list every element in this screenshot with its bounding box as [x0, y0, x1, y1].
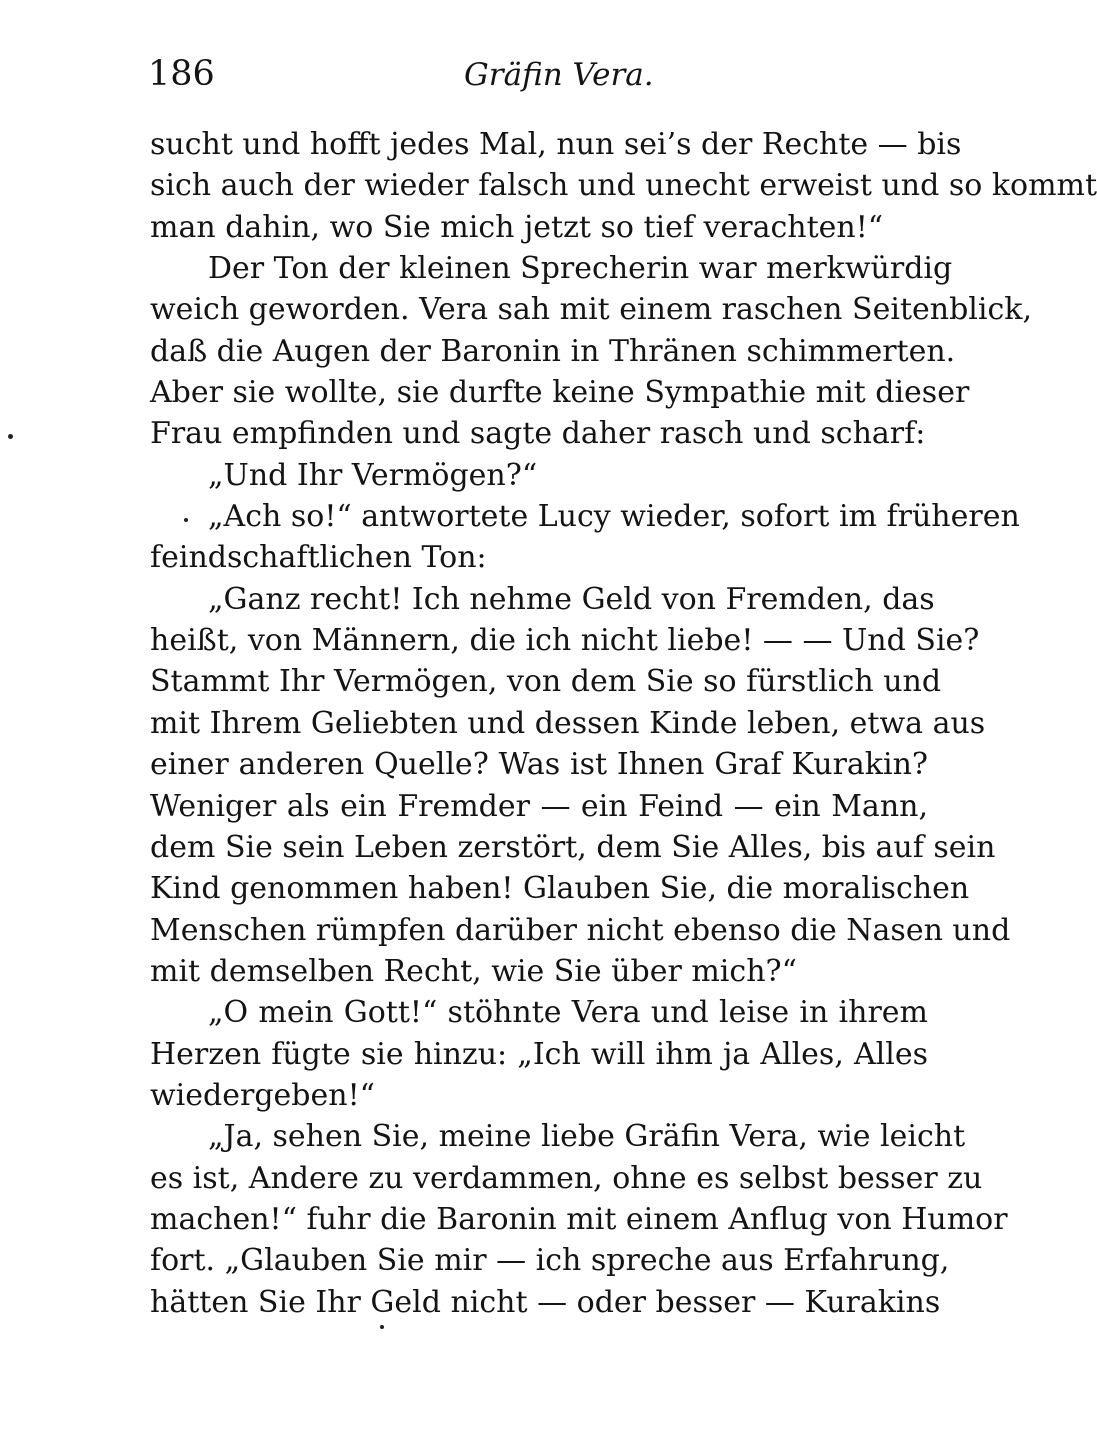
text-line: Kind genommen haben! Glauben Sie, die moralischen — [150, 871, 970, 907]
text-line: Der Ton der kleinen Sprecherin war merkwürdig — [208, 251, 953, 287]
text-line: Stammt Ihr Vermögen, von dem Sie so fürstlich und — [150, 664, 942, 700]
text-line: daß die Augen der Baronin in Thränen schimmerten. — [150, 333, 956, 369]
text-line: „O mein Gott!“ stöhnte Vera und leise in ihrem — [208, 995, 928, 1031]
text-line: einer anderen Quelle? Was ist Ihnen Graf Kurakin? — [150, 747, 928, 783]
text-line: man dahin, wo Sie mich jetzt so tief verachten!“ — [150, 209, 884, 245]
running-head — [148, 50, 930, 98]
text-line: weich geworden. Vera sah mit einem raschen Seitenblick, — [150, 292, 1032, 328]
text-line: „Ja, sehen Sie, meine liebe Gräfin Vera, wie leicht — [208, 1119, 966, 1155]
text-line: Herzen fügte sie hinzu: „Ich will ihm ja Alles, Alles — [150, 1036, 928, 1072]
text-line: Aber sie wollte, sie durfte keine Sympathie mit dieser — [150, 375, 970, 411]
running-title: Gräfin Vera. — [464, 57, 654, 93]
text-line: Menschen rümpfen darüber nicht ebenso die Nasen und — [150, 912, 1011, 948]
text-line: „Ganz recht! Ich nehme Geld von Fremden, das — [208, 581, 935, 617]
text-line: mit Ihrem Geliebten und dessen Kinde leben, etwa aus — [150, 705, 986, 741]
text-line: es ist, Andere zu verdammen, ohne es selbst besser zu — [150, 1160, 983, 1196]
text-line: dem Sie sein Leben zerstört, dem Sie Alles, bis auf sein — [150, 829, 996, 865]
text-line: wiedergeben!“ — [150, 1077, 375, 1113]
text-line: „Ach so!“ antwortete Lucy wieder, sofort im früheren — [208, 499, 1020, 535]
text-line: feindschaftlichen Ton: — [150, 540, 487, 576]
print-speck — [380, 1325, 384, 1329]
text-line: sich auch der wieder falsch und unecht erweist und so kommt — [150, 168, 1097, 204]
page-number: 186 — [148, 54, 215, 94]
text-line: sucht und hofft jedes Mal, nun sei’s der Rechte — bis — [150, 127, 962, 162]
print-speck — [8, 434, 13, 439]
text-line: machen!“ fuhr die Baronin mit einem Anflug von Humor — [150, 1201, 1008, 1237]
text-line: heißt, von Männern, die ich nicht liebe! — — Und Sie? — [150, 623, 980, 659]
text-line: fort. „Glauben Sie mir — ich spreche aus Erfahrung, — [150, 1243, 950, 1279]
text-line: Frau empfinden und sagte daher rasch und scharf: — [150, 416, 926, 452]
text-line: hätten Sie Ihr Geld nicht — oder besser — Kurakins — [150, 1284, 941, 1320]
text-line: mit demselben Recht, wie Sie über mich?“ — [150, 953, 797, 989]
body-text — [150, 124, 1097, 1323]
print-speck — [184, 518, 188, 522]
text-line: Weniger als ein Fremder — ein Feind — ein Mann, — [150, 788, 928, 824]
text-line: „Und Ihr Vermögen?“ — [208, 457, 538, 493]
